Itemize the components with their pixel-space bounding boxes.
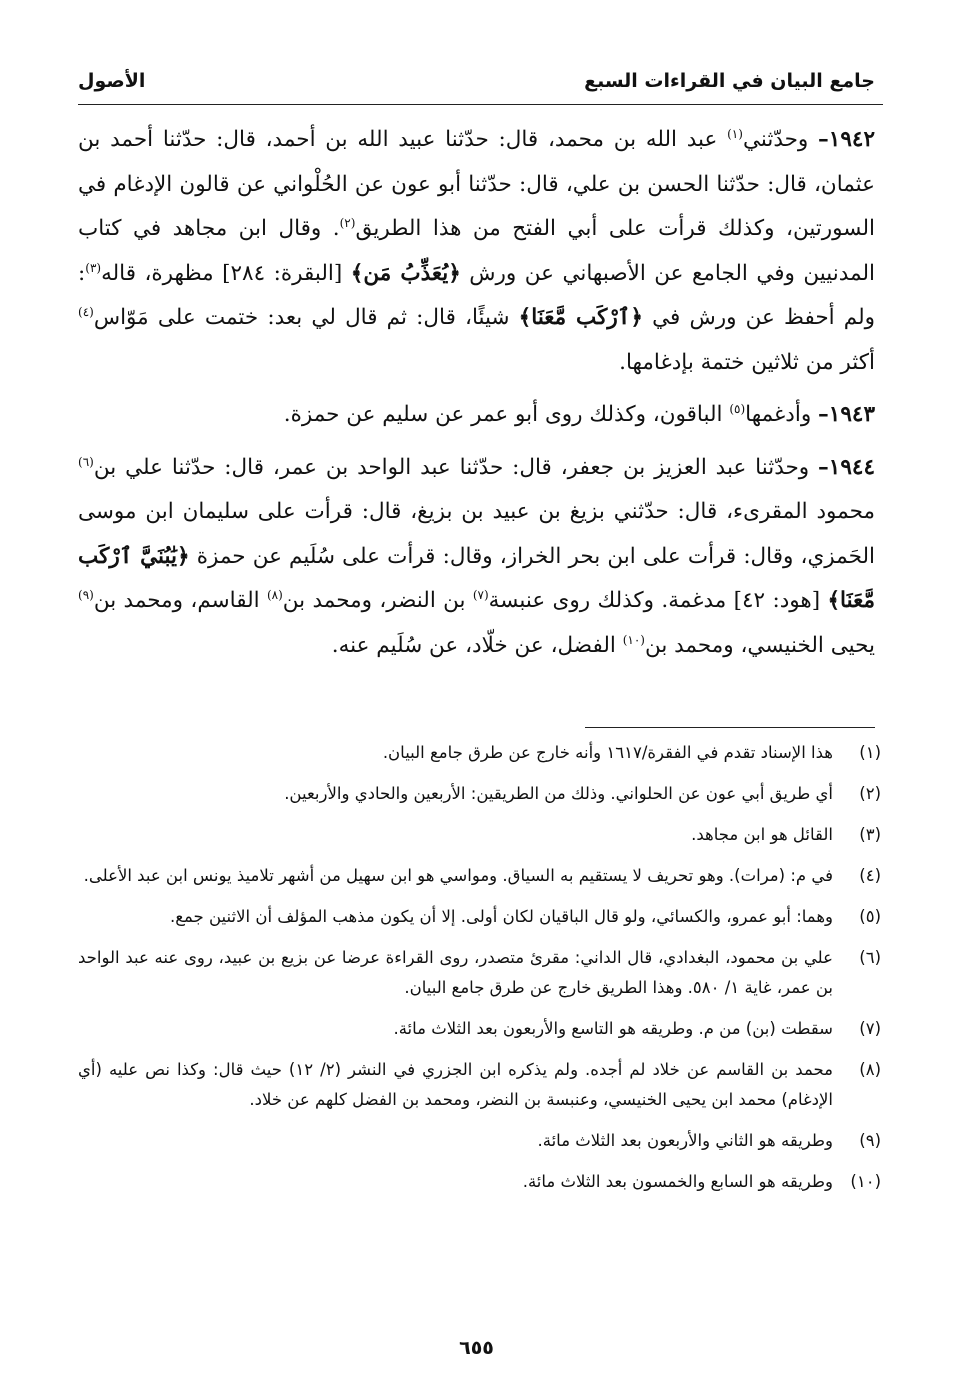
footnote-5 bbox=[78, 902, 881, 932]
book-title: جامع البيان في القراءات السبع bbox=[584, 70, 875, 92]
page-number: ٦٥٥ bbox=[459, 1337, 494, 1359]
text-segment: : ولم أحفظ عن ورش في bbox=[78, 260, 875, 330]
running-header bbox=[78, 66, 875, 106]
text-segment: الباقون، وكذلك روى أبو عمر عن سليم عن حمزة. bbox=[283, 402, 730, 427]
footnote-number: (٩) bbox=[859, 1131, 881, 1150]
text-segment: [هود: ٤٢] مدغمة. وكذلك روى عنبسة bbox=[488, 588, 828, 613]
footnote-ref: (٤) bbox=[78, 304, 94, 319]
footnote-4 bbox=[78, 861, 881, 891]
footnote-text: في م: (مرات). وهو تحريف لا يستقيم به السياق. ومواسي هو ابن سهيل من أشهر تلاميذ يونس ابن عبد الأعلى. bbox=[83, 866, 833, 885]
paragraph-1943 bbox=[78, 393, 875, 438]
footnote-2 bbox=[78, 779, 881, 809]
footnote-9 bbox=[78, 1126, 881, 1156]
footnote-ref: (٢) bbox=[339, 215, 356, 230]
footnote-text: وهما: أبو عمرو، والكسائي، ولو قال الباقيان لكان أولى. إلا أن يكون مذهب المؤلف أن الاثنين جمع. bbox=[169, 907, 833, 926]
footnote-text: وطريقه هو السابع والخمسون بعد الثلاث مائة. bbox=[522, 1172, 833, 1191]
quran-quote: ﴿يُعَذِّبُ مَن﴾ bbox=[350, 260, 461, 286]
footnote-ref: (١) bbox=[727, 126, 743, 141]
section-title: الأصول bbox=[78, 70, 146, 92]
paragraph-1944 bbox=[78, 446, 875, 669]
text-segment: أكثر من ثلاثين ختمة بإدغامها. bbox=[619, 349, 875, 375]
main-text bbox=[78, 118, 875, 676]
text-segment: وحدّثني bbox=[742, 127, 819, 152]
text-segment: وأدغمها bbox=[745, 402, 819, 427]
footnote-ref: (٩) bbox=[78, 587, 94, 602]
text-segment: [البقرة: ٢٨٤] مظهرة، قاله bbox=[101, 260, 351, 286]
footnote-ref: (٨) bbox=[266, 587, 283, 602]
footnote-text: هذا الإسناد تقدم في الفقرة/١٦١٧ وأنه خارج عن طرق جامع البيان. bbox=[382, 743, 833, 762]
text-segment: بن النضر، ومحمد بن bbox=[282, 588, 473, 613]
footnote-8 bbox=[78, 1055, 881, 1115]
text-segment: القاسم، ومحمد بن bbox=[93, 588, 267, 613]
footnote-number: (٦) bbox=[859, 948, 881, 967]
footnote-6 bbox=[78, 943, 881, 1003]
footnote-text: القائل هو ابن مجاهد. bbox=[691, 825, 833, 844]
footnote-number: (٧) bbox=[859, 1019, 881, 1038]
paragraph-number: ١٩٤٢– bbox=[818, 127, 875, 152]
footnote-number: (٣) bbox=[859, 825, 881, 844]
footnote-ref: (٦) bbox=[78, 454, 94, 469]
footnote-text: وطريقه هو الثاني والأربعون بعد الثلاث مائة. bbox=[537, 1131, 833, 1150]
text-segment: الفضل، عن خلّاد، عن سُلَيم عنه. bbox=[331, 632, 623, 658]
footnote-divider bbox=[585, 727, 875, 728]
footnote-ref: (٣) bbox=[85, 260, 102, 275]
footnotes bbox=[78, 738, 881, 1208]
footnote-number: (٨) bbox=[859, 1060, 881, 1079]
footnote-number: (٤) bbox=[859, 866, 881, 885]
footnote-3 bbox=[78, 820, 881, 850]
text-segment: وحدّثنا عبد العزيز بن جعفر، قال: حدّثنا عبد الواحد بن عمر، قال: حدّثنا علي بن bbox=[93, 454, 819, 480]
footnote-number: (١٠) bbox=[850, 1172, 881, 1191]
footnote-text: محمد بن القاسم عن خلاد لم أجده. ولم يذكره ابن الجزري في النشر (٢/ ١٢) حيث قال: وكذا نص عليه (أي الإدغام) محمد ابن يحيى الخنيسي، وعنبسة بن النضر، ومحمد بن الفضل كلهم عن خلاد. bbox=[78, 1060, 833, 1109]
paragraph-number: ١٩٤٣– bbox=[818, 402, 875, 427]
text-segment: يحيى الخنيسي، ومحمد بن bbox=[644, 632, 875, 658]
footnote-number: (٥) bbox=[859, 907, 881, 926]
text-segment: محمود المقرىء، قال: حدّثني بزيغ بن عبيد بن بزيغ، قال: قرأت على سليمان ابن موسى الحَمزي، وقال: قرأت على ابن بحر الخراز، وقال: قرأت على سُلَيم عن حمزة bbox=[78, 499, 875, 569]
footnote-text: أي طريق أبي عون عن الحلواني. وذلك من الطريقين: الأربعين والحادي والأربعين. bbox=[284, 784, 833, 803]
footnote-1 bbox=[78, 738, 881, 768]
quran-quote: ﴿يَٰبُنَيَّ ٱرْكَب مَّعَنَا﴾ bbox=[78, 543, 875, 613]
footnote-ref: (٥) bbox=[729, 401, 746, 416]
footnote-text: علي بن محمود، البغدادي، قال الداني: مقرئ متصدر، روى القراءة عرضا عن بزيع بن عبيد، روى عنه عبد الواحد بن عمر، غاية ١/ ٥٨٠. وهذا الطريق خارج عن طرق جامع البيان. bbox=[78, 948, 833, 997]
header-divider bbox=[78, 104, 883, 105]
text-segment: عبد الله بن محمد، قال: حدّثنا عبيد الله بن أحمد، قال: حدّثنا أحمد بن عثمان، قال: حدّثنا الحسن بن علي، قال: حدّثنا أبو عون عن الحُلْواني عن قالون الإدغام في السورتين، وكذلك قرأت على أبي الفتح من هذا الطريق bbox=[78, 127, 875, 241]
footnote-text: سقطت (بن) من م. وطريقه هو التاسع والأربعون بعد الثلاث مائة. bbox=[393, 1019, 833, 1038]
footnote-10 bbox=[78, 1167, 881, 1197]
footnote-ref: (١٠) bbox=[622, 632, 645, 647]
footnote-number: (١) bbox=[859, 743, 881, 762]
paragraph-1942 bbox=[78, 118, 875, 385]
footnote-7 bbox=[78, 1014, 881, 1044]
footnote-number: (٢) bbox=[859, 784, 881, 803]
paragraph-number: ١٩٤٤– bbox=[818, 454, 875, 480]
text-segment: . وقال ابن مجاهد في كتاب المدنيين وفي الجامع عن الأصبهاني عن ورش bbox=[78, 216, 875, 286]
quran-quote: ﴿ٱرْكَب مَّعَنَا﴾ bbox=[518, 305, 643, 330]
footnote-ref: (٧) bbox=[472, 587, 489, 602]
text-segment: شيئًا، قال: ثم قال لي بعد: ختمت على مَوّاس bbox=[93, 305, 519, 330]
